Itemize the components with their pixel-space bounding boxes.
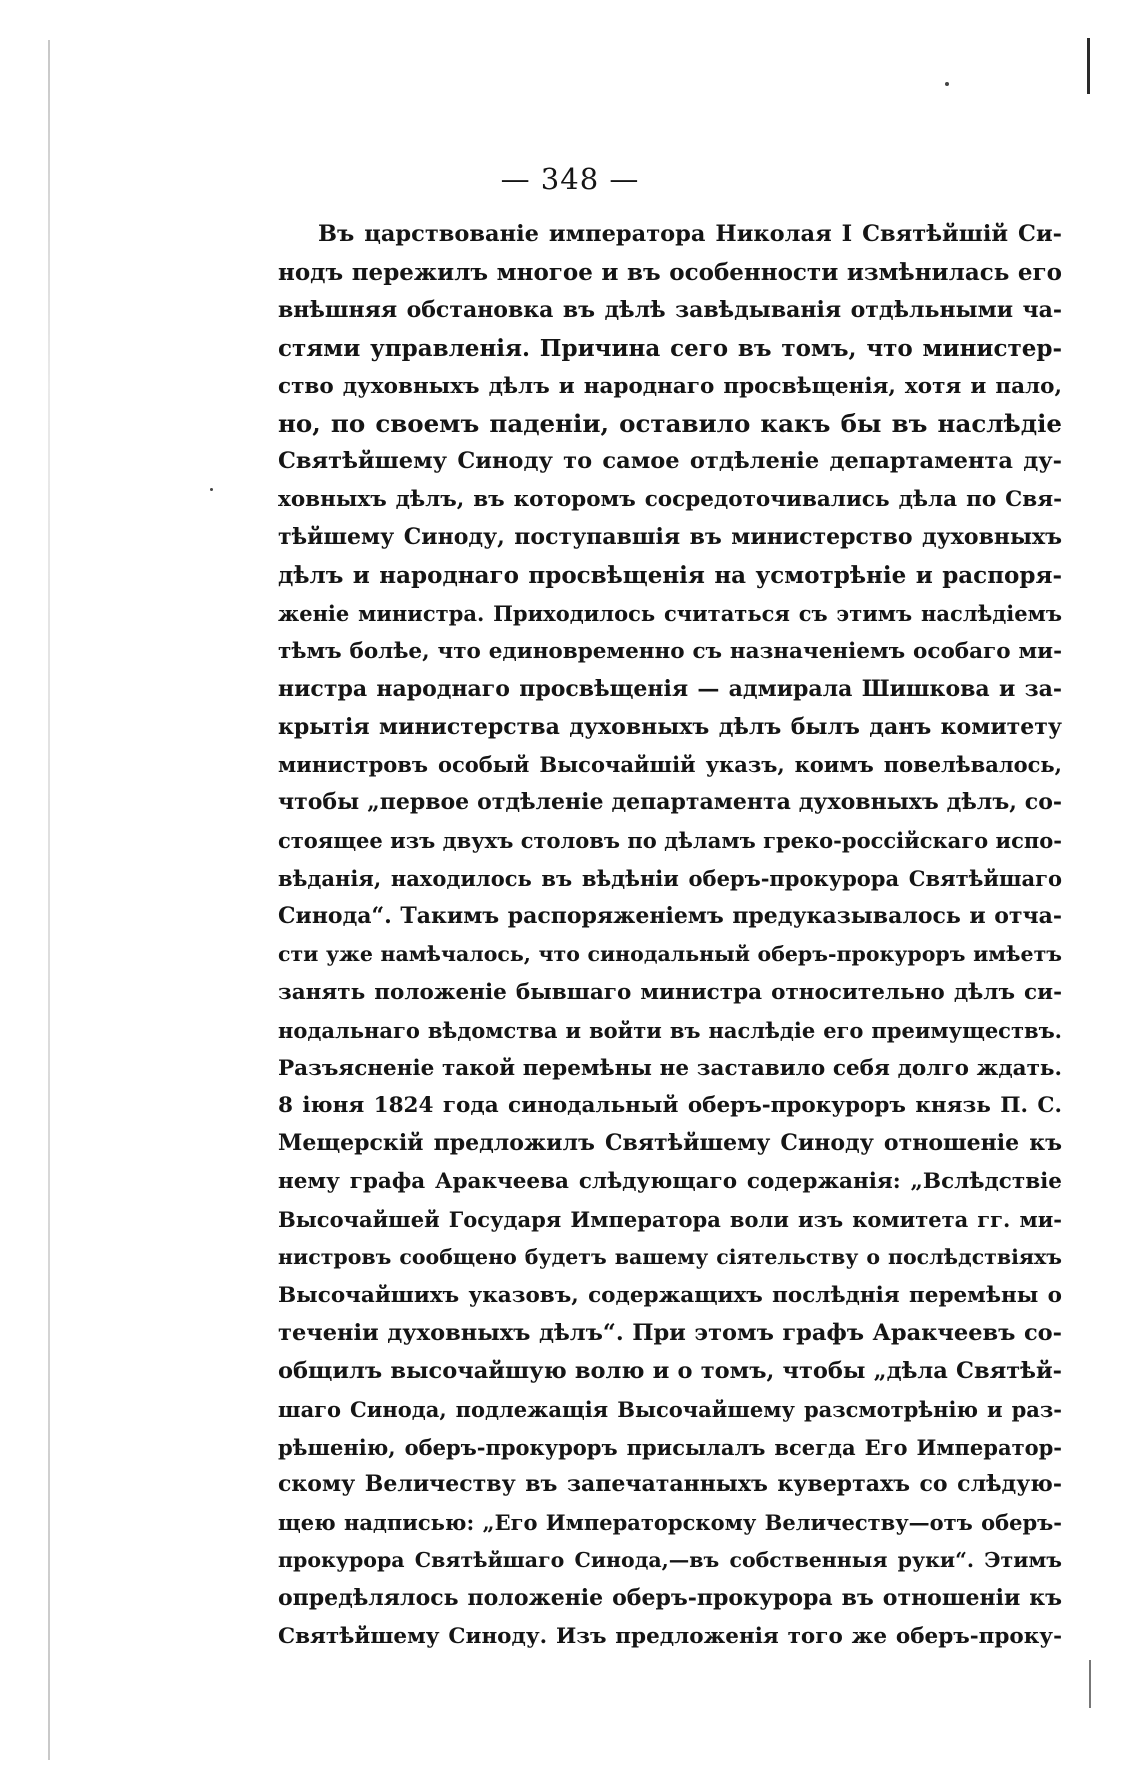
scan-speck bbox=[945, 82, 949, 86]
text-line: 8 іюня 1824 года синодальный оберъ-прокуроръ князь П. С. bbox=[278, 1093, 1062, 1119]
text-line: шаго Синода, подлежащія Высочайшему разсмотрѣнію и раз- bbox=[278, 1396, 1062, 1422]
text-line: Синода“. Такимъ распоряженіемъ предуказывалось и отча- bbox=[278, 903, 1062, 930]
text-line: внѣшняя обстановка въ дѣлѣ завѣдыванія отдѣльными ча- bbox=[278, 296, 1062, 323]
text-line: нодальнаго вѣдомства и войти въ наслѣдіе его преимуществъ. bbox=[278, 1017, 1062, 1043]
text-line: ство духовныхъ дѣлъ и народнаго просвѣщенія, хотя и пало, bbox=[278, 373, 1062, 399]
scan-edge-right-top bbox=[1087, 38, 1090, 94]
text-line: крытія министерства духовныхъ дѣлъ былъ данъ комитету bbox=[278, 713, 1062, 740]
text-line: дѣлъ и народнаго просвѣщенія на усмотрѣніе и распоря- bbox=[278, 562, 1062, 590]
text-line: рѣшенію, оберъ-прокуроръ присылалъ всегда Его Император- bbox=[278, 1434, 1062, 1460]
text-line: Святѣйшему Синоду то самое отдѣленіе департамента ду- bbox=[278, 448, 1062, 475]
text-line: женіе министра. Приходилось считаться съ этимъ наслѣдіемъ bbox=[278, 600, 1062, 626]
text-line: Въ царствованіе императора Николая I Святѣйшій Си- bbox=[318, 221, 1062, 247]
scan-speck bbox=[210, 488, 213, 491]
text-line: чтобы „первое отдѣленіе департамента духовныхъ дѣлъ, со- bbox=[278, 789, 1062, 816]
text-line: щею надписью: „Его Императорскому Величеству—отъ оберъ- bbox=[278, 1510, 1062, 1536]
body-text bbox=[278, 216, 1062, 1656]
scan-edge-left bbox=[48, 40, 50, 1760]
text-line: министровъ особый Высочайшій указъ, коимъ повелѣвалось, bbox=[278, 752, 1062, 778]
text-line: нему графа Аракчеева слѣдующаго содержанія: „Вслѣдствіе bbox=[278, 1169, 1062, 1195]
text-line: прокурора Святѣйшаго Синода,—въ собственныя руки“. Этимъ bbox=[278, 1548, 1062, 1573]
text-line: Высочайшей Государя Императора воли изъ комитета гг. ми- bbox=[278, 1207, 1062, 1233]
text-line: тѣмъ болѣе, что единовременно съ назначеніемъ особаго ми- bbox=[278, 638, 1062, 664]
text-line: занять положеніе бывшаго министра относительно дѣлъ си- bbox=[278, 979, 1062, 1005]
text-line: Высочайшихъ указовъ, содержащихъ послѣднія перемѣны о bbox=[278, 1282, 1062, 1308]
text-line: стоящее изъ двухъ столовъ по дѣламъ греко-россійскаго испо- bbox=[278, 828, 1062, 854]
scan-edge-right-bottom bbox=[1089, 1660, 1091, 1708]
text-line: нодъ пережилъ многое и въ особенности измѣнилась его bbox=[278, 258, 1062, 286]
text-line: сти уже намѣчалось, что синодальный оберъ-прокуроръ имѣетъ bbox=[278, 941, 1062, 966]
text-line: Разъясненіе такой перемѣны не заставило себя долго ждать. bbox=[278, 1055, 1062, 1081]
text-line: Святѣйшему Синоду. Изъ предложенія того же оберъ-проку- bbox=[278, 1623, 1062, 1649]
page-number: — 348 — bbox=[500, 162, 640, 196]
text-line: стями управленія. Причина сего въ томъ, что министер- bbox=[278, 334, 1062, 362]
text-line: ховныхъ дѣлъ, въ которомъ сосредоточивались дѣла по Свя- bbox=[278, 487, 1062, 513]
text-line: скому Величеству въ запечатанныхъ кувертахъ со слѣдую- bbox=[278, 1471, 1062, 1498]
text-line: но, по своемъ паденіи, оставило какъ бы въ наслѣдіе bbox=[278, 409, 1062, 439]
text-line: вѣданія, находилось въ вѣдѣніи оберъ-прокурора Святѣйшаго bbox=[278, 866, 1062, 892]
text-line: опредѣлялось положеніе оберъ-прокурора въ отношеніи къ bbox=[278, 1585, 1062, 1612]
text-line: нистровъ сообщено будетъ вашему сіятельству о послѣдствіяхъ bbox=[278, 1245, 1062, 1270]
text-line: тѣйшему Синоду, поступавшія въ министерство духовныхъ bbox=[278, 524, 1062, 551]
text-line: Мещерскій предложилъ Святѣйшему Синоду отношеніе къ bbox=[278, 1130, 1062, 1157]
text-line: нистра народнаго просвѣщенія — адмирала Шишкова и за- bbox=[278, 675, 1062, 702]
text-line: общилъ высочайшую волю и о томъ, чтобы „дѣла Святѣй- bbox=[278, 1357, 1062, 1384]
text-line: теченіи духовныхъ дѣлъ“. При этомъ графъ Аракчеевъ со- bbox=[278, 1319, 1062, 1346]
